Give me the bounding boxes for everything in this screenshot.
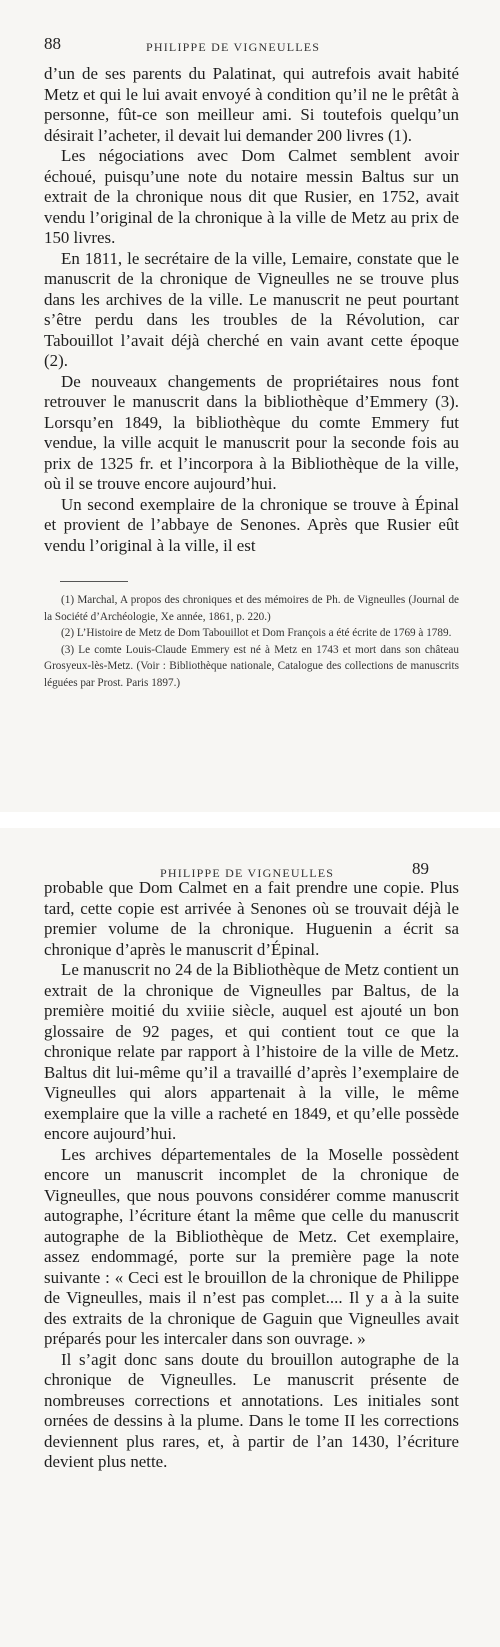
body-text [44, 64, 459, 556]
footnote-rule [60, 581, 128, 582]
running-head: PHILIPPE DE VIGNEULLES [160, 866, 335, 880]
paragraph: Les négociations avec Dom Calmet semblent avoir échoué, puisqu’une note du notaire messin Baltus sur un extrait de la chronique nous dit que Rusier, en 1752, avait vendu l’original de la chronique à la ville de Metz au prix de 150 livres. [44, 146, 459, 247]
paragraph: d’un de ses parents du Palatinat, qui autrefois avait habité Metz et qui le lui avait envoyé à condition qu’il ne le prêtât à personne, fût-ce son meilleur ami. Si toutefois quelqu’un désirait l’acheter, il devait lui demander 200 livres (1). [44, 64, 459, 145]
paragraph: Les archives départementales de la Moselle possèdent encore un manuscrit incomplet de la chronique de Vigneulles, que nous pouvons considérer comme manuscrit autographe, l’écriture étant la même que celle du manuscrit autographe de la Bibliothèque de Metz. Cet exemplaire, assez endommagé, porte sur la première page la note suivante : « Ceci est le brouillon de la chronique de Philippe de Vigneulles, mais il n’est pas complet.... Il y a à la suite des extraits de la chronique de Gaguin que Vigneulles avait préparés pour les intercaler dans son ouvrage. » [44, 1144, 459, 1348]
paragraph: Il s’agit donc sans doute du brouillon autographe de la chronique de Vigneulles. Le manuscrit présente de nombreuses corrections et annotations. Les initiales sont ornées de dessins à la plume. Dans le tome II les corrections deviennent plus rares, et, à partir de l’an 1430, l’écriture devient plus nette. [44, 1349, 459, 1471]
footnote: (2) L’Histoire de Metz de Dom Tabouillot et Dom François a été écrite de 1769 à 1789. [61, 627, 452, 639]
page-89 [0, 828, 500, 1647]
page-number: 89 [412, 859, 429, 878]
footnote: (3) Le comte Louis-Claude Emmery est né à Metz en 1743 et mort dans son château Grosyeux-lès-Metz. (Voir : Bibliothèque nationale, Catalogue des collections de manuscrits léguées par Prost. Paris 1897.) [44, 643, 459, 689]
paragraph: probable que Dom Calmet en a fait prendre une copie. Plus tard, cette copie est arrivée à Senones où se trouvait déjà le premier volume de la chronique. Huguenin a écrit sa chronique d’après le manuscrit d’Épinal. [44, 878, 459, 959]
footnotes [44, 592, 459, 691]
body-text [44, 878, 459, 1473]
footnote: (1) Marchal, A propos des chroniques et des mémoires de Ph. de Vigneulles (Journal de la Société d’Archéologie, Xe année, 1861, p. 220.) [44, 594, 459, 623]
paragraph: Un second exemplaire de la chronique se trouve à Épinal et provient de l’abbaye de Senones. Après que Rusier eût vendu l’original à la ville, il est [44, 494, 459, 555]
page-88 [0, 0, 500, 812]
running-head: PHILIPPE DE VIGNEULLES [146, 40, 321, 54]
paragraph: En 1811, le secrétaire de la ville, Lemaire, constate que le manuscrit de la chronique de Vigneulles ne se trouve plus dans les archives de la ville. Le manuscrit ne peut pourtant s’être perdu dans les troubles de la Révolution, car Tabouillot l’avait déjà cherché en vain avant cette époque (2). [44, 248, 459, 370]
paragraph: Le manuscrit no 24 de la Bibliothèque de Metz contient un extrait de la chronique de Vigneulles par Baltus, de la première moitié du xviiie siècle, auquel est ajouté un bon glossaire de 92 pages, et qui contient tout ce que la chronique relate par rapport à l’histoire de la ville de Metz. Baltus dit lui-même qu’il a travaillé d’après l’exemplaire de Vigneulles qui alors appartenait à la ville, le même exemplaire que la ville a racheté en 1849, et qu’elle possède encore aujourd’hui. [44, 960, 459, 1143]
paragraph: De nouveaux changements de propriétaires nous font retrouver le manuscrit dans la bibliothèque d’Emmery (3). Lorsqu’en 1849, la bibliothèque du comte Emmery fut vendue, la ville acquit le manuscrit pour la seconde fois au prix de 1325 fr. et l’incorpora à la Bibliothèque de la ville, où il se trouve encore aujourd’hui. [44, 371, 459, 493]
page-number: 88 [44, 34, 61, 53]
page-gap [0, 812, 500, 828]
